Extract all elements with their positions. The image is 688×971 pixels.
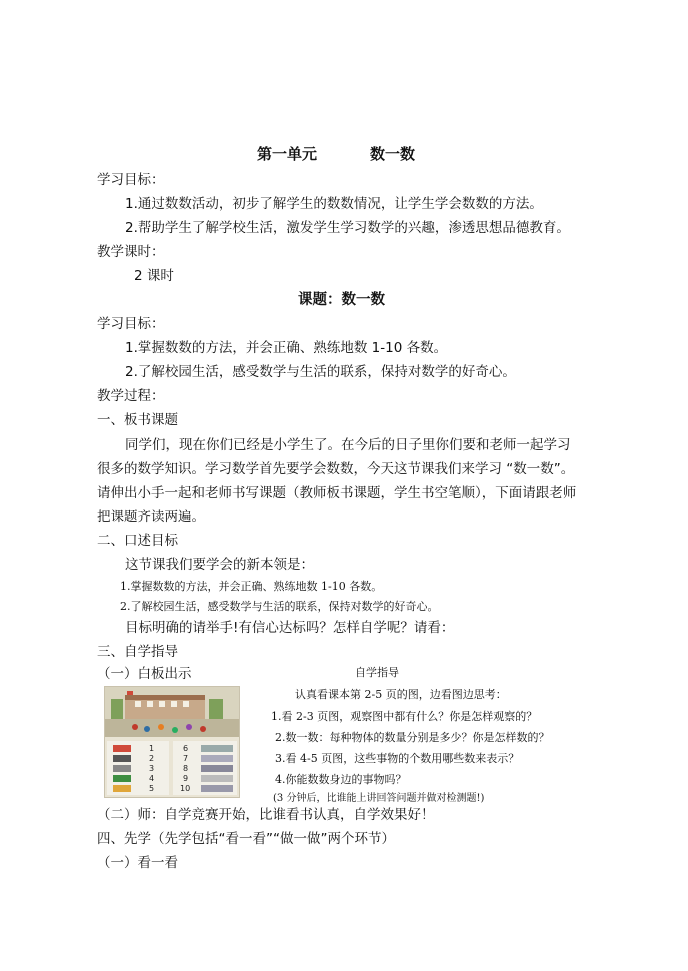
figure-number: 9 [183,774,189,783]
section3-sub1: （一）白板出示 [97,666,192,682]
figure-number: 3 [149,764,155,773]
lesson-goals-heading: 学习目标： [97,316,165,332]
section1-line: 很多的数学知识。学习数学首先要学会数数，今天这节课我们来学习 “数一数”。 [97,461,575,477]
hours-heading: 教学课时： [97,244,165,260]
figure-number: 1 [149,744,155,753]
guide-item-1: 1.看 2-3 页图，观察图中都有什么？你是怎样观察的？ [271,710,538,723]
figure-number: 10 [180,784,191,793]
textbook-figure [104,686,240,798]
guide-item-3: 3.看 4-5 页图，这些事物的个数用哪些数来表示？ [275,752,520,765]
figure-number: 7 [183,754,189,763]
section2-prompt: 目标明确的请举手!有信心达标吗？怎样自学呢？请看： [125,620,455,636]
section2-goal-1: 1.掌握数数的方法，并会正确、熟练地数 1-10 各数。 [120,580,383,593]
section1-line: 同学们，现在你们已经是小学生了。在今后的日子里你们要和老师一起学习 [125,437,571,453]
unit-label: 第一单元 [257,145,318,163]
unit-goal-1: 1.通过数数活动，初步了解学生的数数情况，让学生学会数数的方法。 [125,196,543,212]
section1-line: 请伸出小手一起和老师书写课题（教师板书课题，学生书空笔顺），下面请跟老师 [97,485,577,501]
hours-value: 2 课时 [134,268,174,284]
figure-number: 5 [149,784,155,793]
unit-goal-2: 2.帮助学生了解学校生活，激发学生学习数学的兴趣，渗透思想品德教育。 [125,220,570,236]
section3-heading: 三、自学指导 [97,644,178,660]
guide-note: (3 分钟后，比谁能上讲回答问题并做对检测题!) [273,793,485,804]
section3-sub2: （二）师：自学竞赛开始，比谁看书认真，自学效果好！ [97,807,435,823]
lesson-goal-1: 1.掌握数数的方法，并会正确、熟练地数 1-10 各数。 [125,340,448,356]
figure-number: 2 [149,754,155,763]
guide-intro: 认真看课本第 2-5 页的图，边看图边思考： [295,688,507,701]
section1-line: 把课题齐读两遍。 [97,509,205,525]
section2-intro: 这节课我们要学会的新本领是： [125,557,314,573]
process-heading: 教学过程： [97,388,165,404]
section2-heading: 二、口述目标 [97,533,178,549]
guide-item-2: 2.数一数：每种物体的数量分别是多少？你是怎样数的？ [275,731,550,744]
guide-item-4: 4.你能数数身边的事物吗？ [275,773,407,786]
lesson-goal-2: 2.了解校园生活，感受数学与生活的联系，保持对数学的好奇心。 [125,364,516,380]
unit-goals-heading: 学习目标： [97,172,165,188]
section1-heading: 一、板书课题 [97,412,178,428]
school-scene-illustration [105,687,239,797]
guide-title: 自学指导 [355,666,399,679]
figure-number: 8 [183,764,189,773]
section4-heading: 四、先学（先学包括“看一看”“做一做”两个环节） [97,831,395,847]
figure-number: 6 [183,744,189,753]
figure-number: 4 [149,774,155,783]
lesson-title: 课题：数一数 [298,292,385,308]
unit-title: 数一数 [370,145,416,163]
section4-sub1: （一）看一看 [97,855,178,871]
section2-goal-2: 2.了解校园生活，感受数学与生活的联系，保持对数学的好奇心。 [120,600,439,613]
